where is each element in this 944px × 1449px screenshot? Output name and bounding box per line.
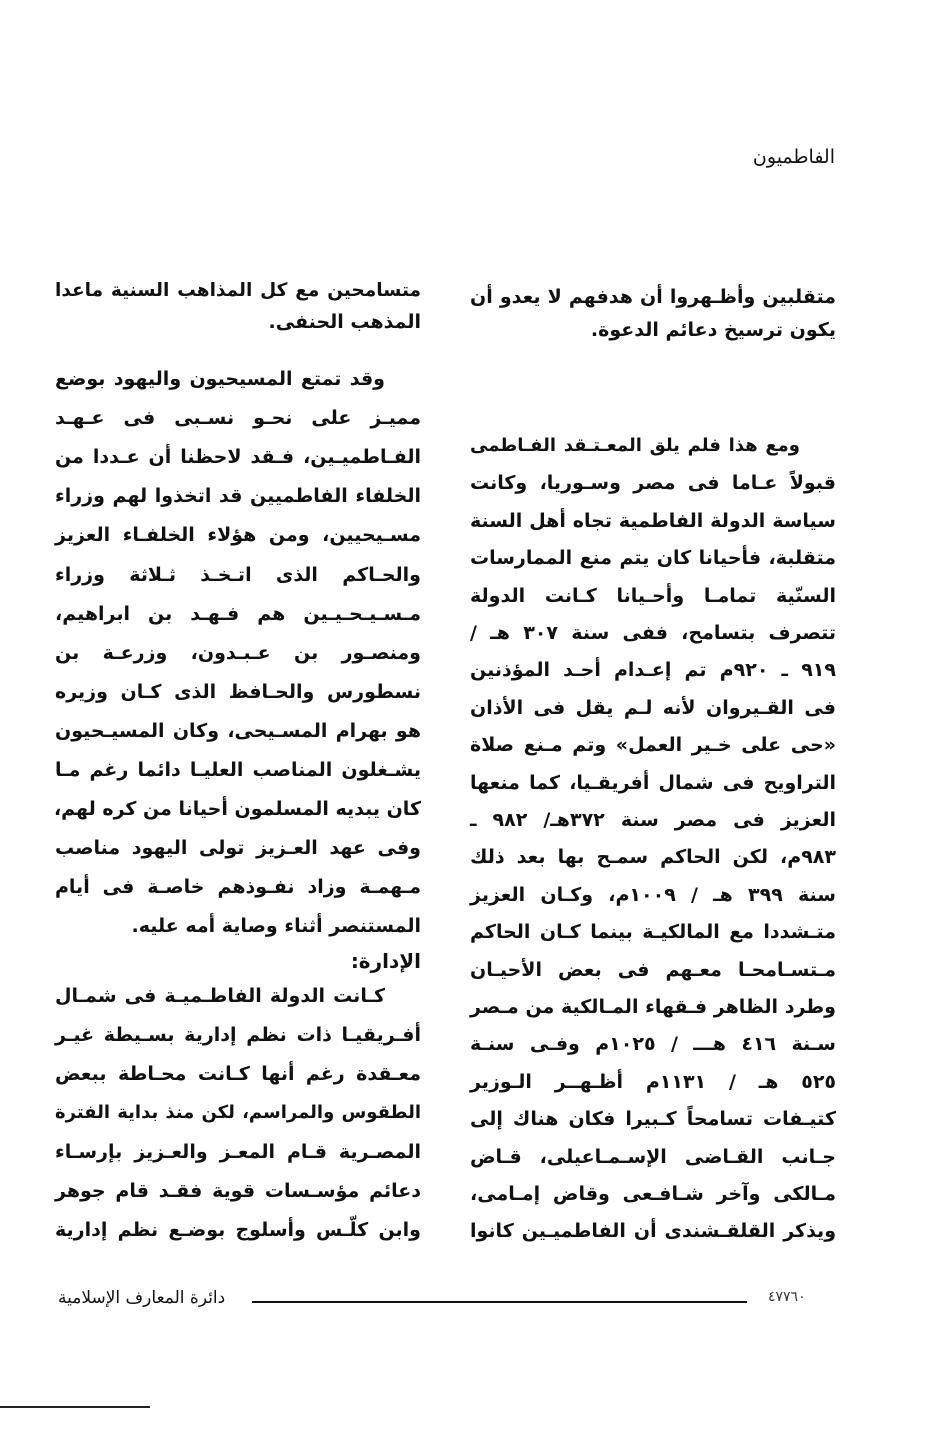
text-line: دعائم مؤسـسات قوية فقـد قام جوهر <box>55 1180 421 1202</box>
text-line: يكون ترسيخ دعائم الدعوة. <box>590 319 836 341</box>
text-line: متقلبة، فأحيانا كان يتم منع الممارسات <box>470 547 836 570</box>
running-title: الفاطميون <box>752 146 835 168</box>
text-line: الفـاطميـين، فـقد لاحظنا أن عـددا من <box>55 446 421 469</box>
text-line: تتصرف بتسامح، ففى سنة ٣٠٧ هـ / <box>470 622 837 644</box>
text-line: سياسة الدولة الفاطمية تجاه أهل السنة <box>470 509 836 532</box>
text-line: والحـاكم الذى اتـخـذ ثـلاثة وزراء <box>55 563 421 586</box>
text-line: مـالكى وآخر شـافـعى وقاض إمـامى، <box>470 1183 836 1205</box>
text-line: متـشددا مع المالكيـة بينما كـان الحاكم <box>470 921 836 944</box>
text-line: وفى عهد العـزيز تولى اليهود مناصب <box>55 837 421 860</box>
text-line: مميـز على نحـو نسـبى فى عـهـد <box>55 407 421 430</box>
text-line: وقد تمتع المسيحيون واليهود بوضع <box>55 368 385 390</box>
text-line: وطرد الظاهر فـقهاء المـالكية من مـصر <box>470 996 836 1018</box>
text-line: سـنة ٤١٦ هـــ / ١٠٢٥م وفـى سنـة <box>470 1033 836 1056</box>
text-line: ويذكر القلقـشندى أن الفاطميـين كانوا <box>470 1220 836 1243</box>
right-column <box>470 0 836 1449</box>
text-line: الخلفاء الفاطميين قد اتخذوا لهم وزراء <box>55 485 421 508</box>
text-line: أفـريقيـا ذات نظم إدارية بسـيطة غيـر <box>55 1024 421 1046</box>
text-line: العزيز فى مصر سنة ٣٧٢هـ/ ٩٨٢ ـ <box>470 809 836 831</box>
text-line: المصـرية قـام المعـز والعـزيز بإرسـاء <box>55 1141 421 1163</box>
text-line: نسطورس والحـافظ الذى كـان وزيره <box>55 680 421 703</box>
text-line: كـانت الدولة الفاطـميـة فى شمـال <box>55 985 385 1007</box>
text-line: ومنصـور بن عـبـدون، وزرعـة بن <box>55 641 421 664</box>
text-line: «حى على خـير العمل» وتم مـنع صلاة <box>470 734 836 757</box>
text-line: هو بهرام المسـيحى، وكان المسيـحيون <box>55 719 421 742</box>
text-line: المذهب الحنفى. <box>268 311 421 333</box>
section-heading: الإدارة: <box>350 949 421 973</box>
text-line: مسـيحيين، ومن هؤلاء الخلفـاء العزيز <box>55 524 421 547</box>
text-line: الطقوس والمراسم، لكن منذ بداية الفترة <box>55 1102 421 1123</box>
text-line: مـتسـامحـا معـهم فى بعض الأحيـان <box>470 958 836 981</box>
text-line: التراويح فى شمال أفريقـيا، كما منعها <box>470 771 836 794</box>
text-line: كان يبديه المسلمون أحيانا من كره لهم، <box>53 798 421 821</box>
text-line: وابن كلّـس وأسلوج بوضـع نظم إدارية <box>55 1219 421 1241</box>
text-line: جـانب القـاضى الإسـمـاعيلى، قـاض <box>470 1145 836 1168</box>
text-line: المستنصر أثناء وصاية أمه عليه. <box>131 915 421 938</box>
text-line: ٥٢٥ هـ / ١١٣١م أظـهــر الـوزير <box>470 1070 837 1093</box>
text-line: متقلبين وأظـهروا أن هدفهم لا يعدو أن <box>470 286 836 308</box>
text-line: قبولاً عـاما فى مصر وسـوريا، وكانت <box>470 472 836 495</box>
page-number: ٤٧٧٦٠ <box>768 1289 806 1305</box>
text-line: متسامحين مع كل المذاهب السنية ماعدا <box>55 280 421 301</box>
text-line: ومع هذا فلم يلق المعـتـقد الفـاطمى <box>470 435 800 456</box>
text-line: ٩١٩ ـ ٩٢٠م تم إعـدام أحـد المؤذنين <box>470 659 836 682</box>
text-line: السنّية تمامـا وأحـيانا كـانت الدولة <box>470 584 836 607</box>
text-line: ٩٨٣م، لكن الحاكم سمـح بها بعد ذلك <box>470 846 836 869</box>
text-line: يشـغلون المناصب العليـا دائما رغم مـا <box>55 759 421 781</box>
text-line: سنة ٣٩٩ هـ / ١٠٠٩م، وكـان العزيز <box>470 883 836 906</box>
scan-edge-mark <box>0 1406 150 1408</box>
text-line: فى القـيروان لأنه لـم يقل فى الأذان <box>470 696 836 719</box>
footer-title: دائرة المعارف الإسلامية <box>58 1288 226 1308</box>
text-line: معـقدة رغم أنها كـانت محـاطة ببعض <box>55 1063 421 1085</box>
text-line: مـهمـة وزاد نفـوذهم خاصـة فى أيام <box>55 876 421 899</box>
footer-rule <box>252 1301 747 1303</box>
text-line: مـسـيـحـيـين هم فـهـد بن ابراهيم، <box>55 602 421 625</box>
left-column <box>55 0 421 1449</box>
text-line: كتيـفات تسامحاً كـبيرا فكان هناك إلى <box>470 1108 836 1131</box>
